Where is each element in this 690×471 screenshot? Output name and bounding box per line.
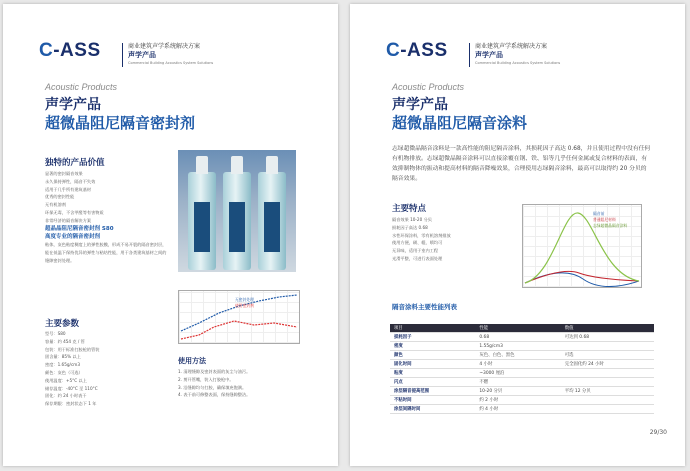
chart-legend: 隔音前 普通阻尼材料 志绿超微晶隔音涂料: [593, 211, 628, 228]
sealant-chart: [178, 290, 300, 344]
sealant-tube: [188, 172, 216, 270]
brand-logo: C-ASS: [386, 40, 448, 61]
sealant-tube: [223, 172, 251, 270]
category-cn: 声学产品: [45, 97, 101, 113]
brand-subtitle: 商业建筑声学系统解决方案 声学产品 Commercial Building Acoustics System Solutions: [122, 43, 213, 67]
left-page: [3, 4, 338, 466]
table-header-row: 项目 性能 数值: [390, 324, 654, 333]
right-page: [350, 4, 685, 466]
brand-logo: C-ASS: [39, 40, 101, 61]
params-list: 型号：S80 容量：约 454 克 / 管 包装：用于标准打胶枪的管装 固含量：85% 以上 密度：1.65g/cm3 颜色：灰色（可选） 使用温度：+5°C 以上 储存温度：-40°C 至 110°C 固化：约 24 小时表干 保存期限：密封状态下 1 年: [45, 331, 100, 407]
product-title: 超微晶阻尼隔音密封剂: [45, 114, 196, 132]
table-heading: 隔音涂料主要性能列表: [392, 303, 457, 311]
product-desc-block: [45, 225, 167, 264]
table-row: 粘度 ~3000 厘泊: [390, 369, 654, 378]
value-heading: 独特的产品价值: [45, 158, 105, 168]
value-list: 显著的密封隔音效果 永久保持弹性，隔音不失效 适用于几乎所有建筑基材 优秀的密封性能 无有机溶剂 环保无毒，不含甲醛等有害物质 非常经济的隔音解决方案: [45, 171, 104, 223]
product-intro: 志绿超微晶隔音涂料是一款高性能的阻尼隔音涂料，其损耗因子高达 0.68，并且使用过程中没有任何有机物排放。志绿超微晶隔音涂料可以直接涂覆在钢、铁、铝等几乎任何金属或复合材料的表面，有效抑制物体的振动和提高材料的隔音降噪效果，合理使用志绿隔音涂料，最高可以取得约 20 分贝的隔音效果。: [392, 146, 651, 182]
table-row: 颜色 灰色、白色、黑色 可选: [390, 351, 654, 360]
category-en: Acoustic Products: [392, 82, 465, 92]
usage-list: 1. 清理缝隙及密封表面的灰尘与油污。 2. 剪开管嘴，装入打胶枪中。 3. 沿缝隙均匀打胶，确保填充饱满。 4. 表干前可修整表面，保持缝隙整洁。: [178, 369, 251, 398]
table-row: 损耗因子 0.68 可达到 0.68: [390, 333, 654, 342]
product-tag: 高度专业的隔音密封剂: [45, 234, 101, 240]
coating-chart: [522, 204, 642, 288]
product-title: 超微晶阻尼隔音涂料: [392, 114, 528, 132]
features-heading: 主要特点: [392, 204, 427, 214]
product-photo: [178, 150, 296, 272]
category-en: Acoustic Products: [45, 82, 118, 92]
performance-table: [390, 324, 654, 414]
brand-subtitle: 商业建筑声学系统解决方案 声学产品 Commercial Building Acoustics System Solutions: [469, 43, 560, 67]
product-name: 超晶晶阻尼隔音密封剂 S80: [45, 226, 114, 232]
product-desc: 粘体，灰色粘度稠度上的弹性胶膜，形成不易开裂的隔音密封层，能在低温下保持优异的弹性与粘结性能，用于各类建筑基材之间的缝隙密封处理。: [45, 242, 167, 263]
sealant-tube: [258, 172, 286, 270]
table-row: 不粘时间 约 2 小时: [390, 396, 654, 405]
table-row: 密度 1.55g/cm3: [390, 342, 654, 351]
category-cn: 声学产品: [392, 97, 448, 113]
chart-legend: 无密封处理 使用密封剂: [235, 297, 254, 308]
table-row: 涂层间隔时间 约 4 小时: [390, 405, 654, 414]
table-row: 闪点 不燃: [390, 378, 654, 387]
features-list: 隔音效果 10-20 分贝 损耗因子高达 0.68 水性环保涂料，零有机溶剂排放 使用方便，刷、辊、喷均可 无异味，适用于室内工程 光滑平整，可进行表面处理: [392, 217, 451, 261]
page-number: 29/30: [649, 429, 667, 436]
usage-heading: 使用方法: [178, 357, 206, 365]
table-row: 固化时间 4 小时 完全固化约 24 小时: [390, 360, 654, 369]
table-row: 涂层隔音提高范围 10-20 分贝 平均 12 分贝: [390, 387, 654, 396]
params-heading: 主要参数: [45, 319, 80, 329]
